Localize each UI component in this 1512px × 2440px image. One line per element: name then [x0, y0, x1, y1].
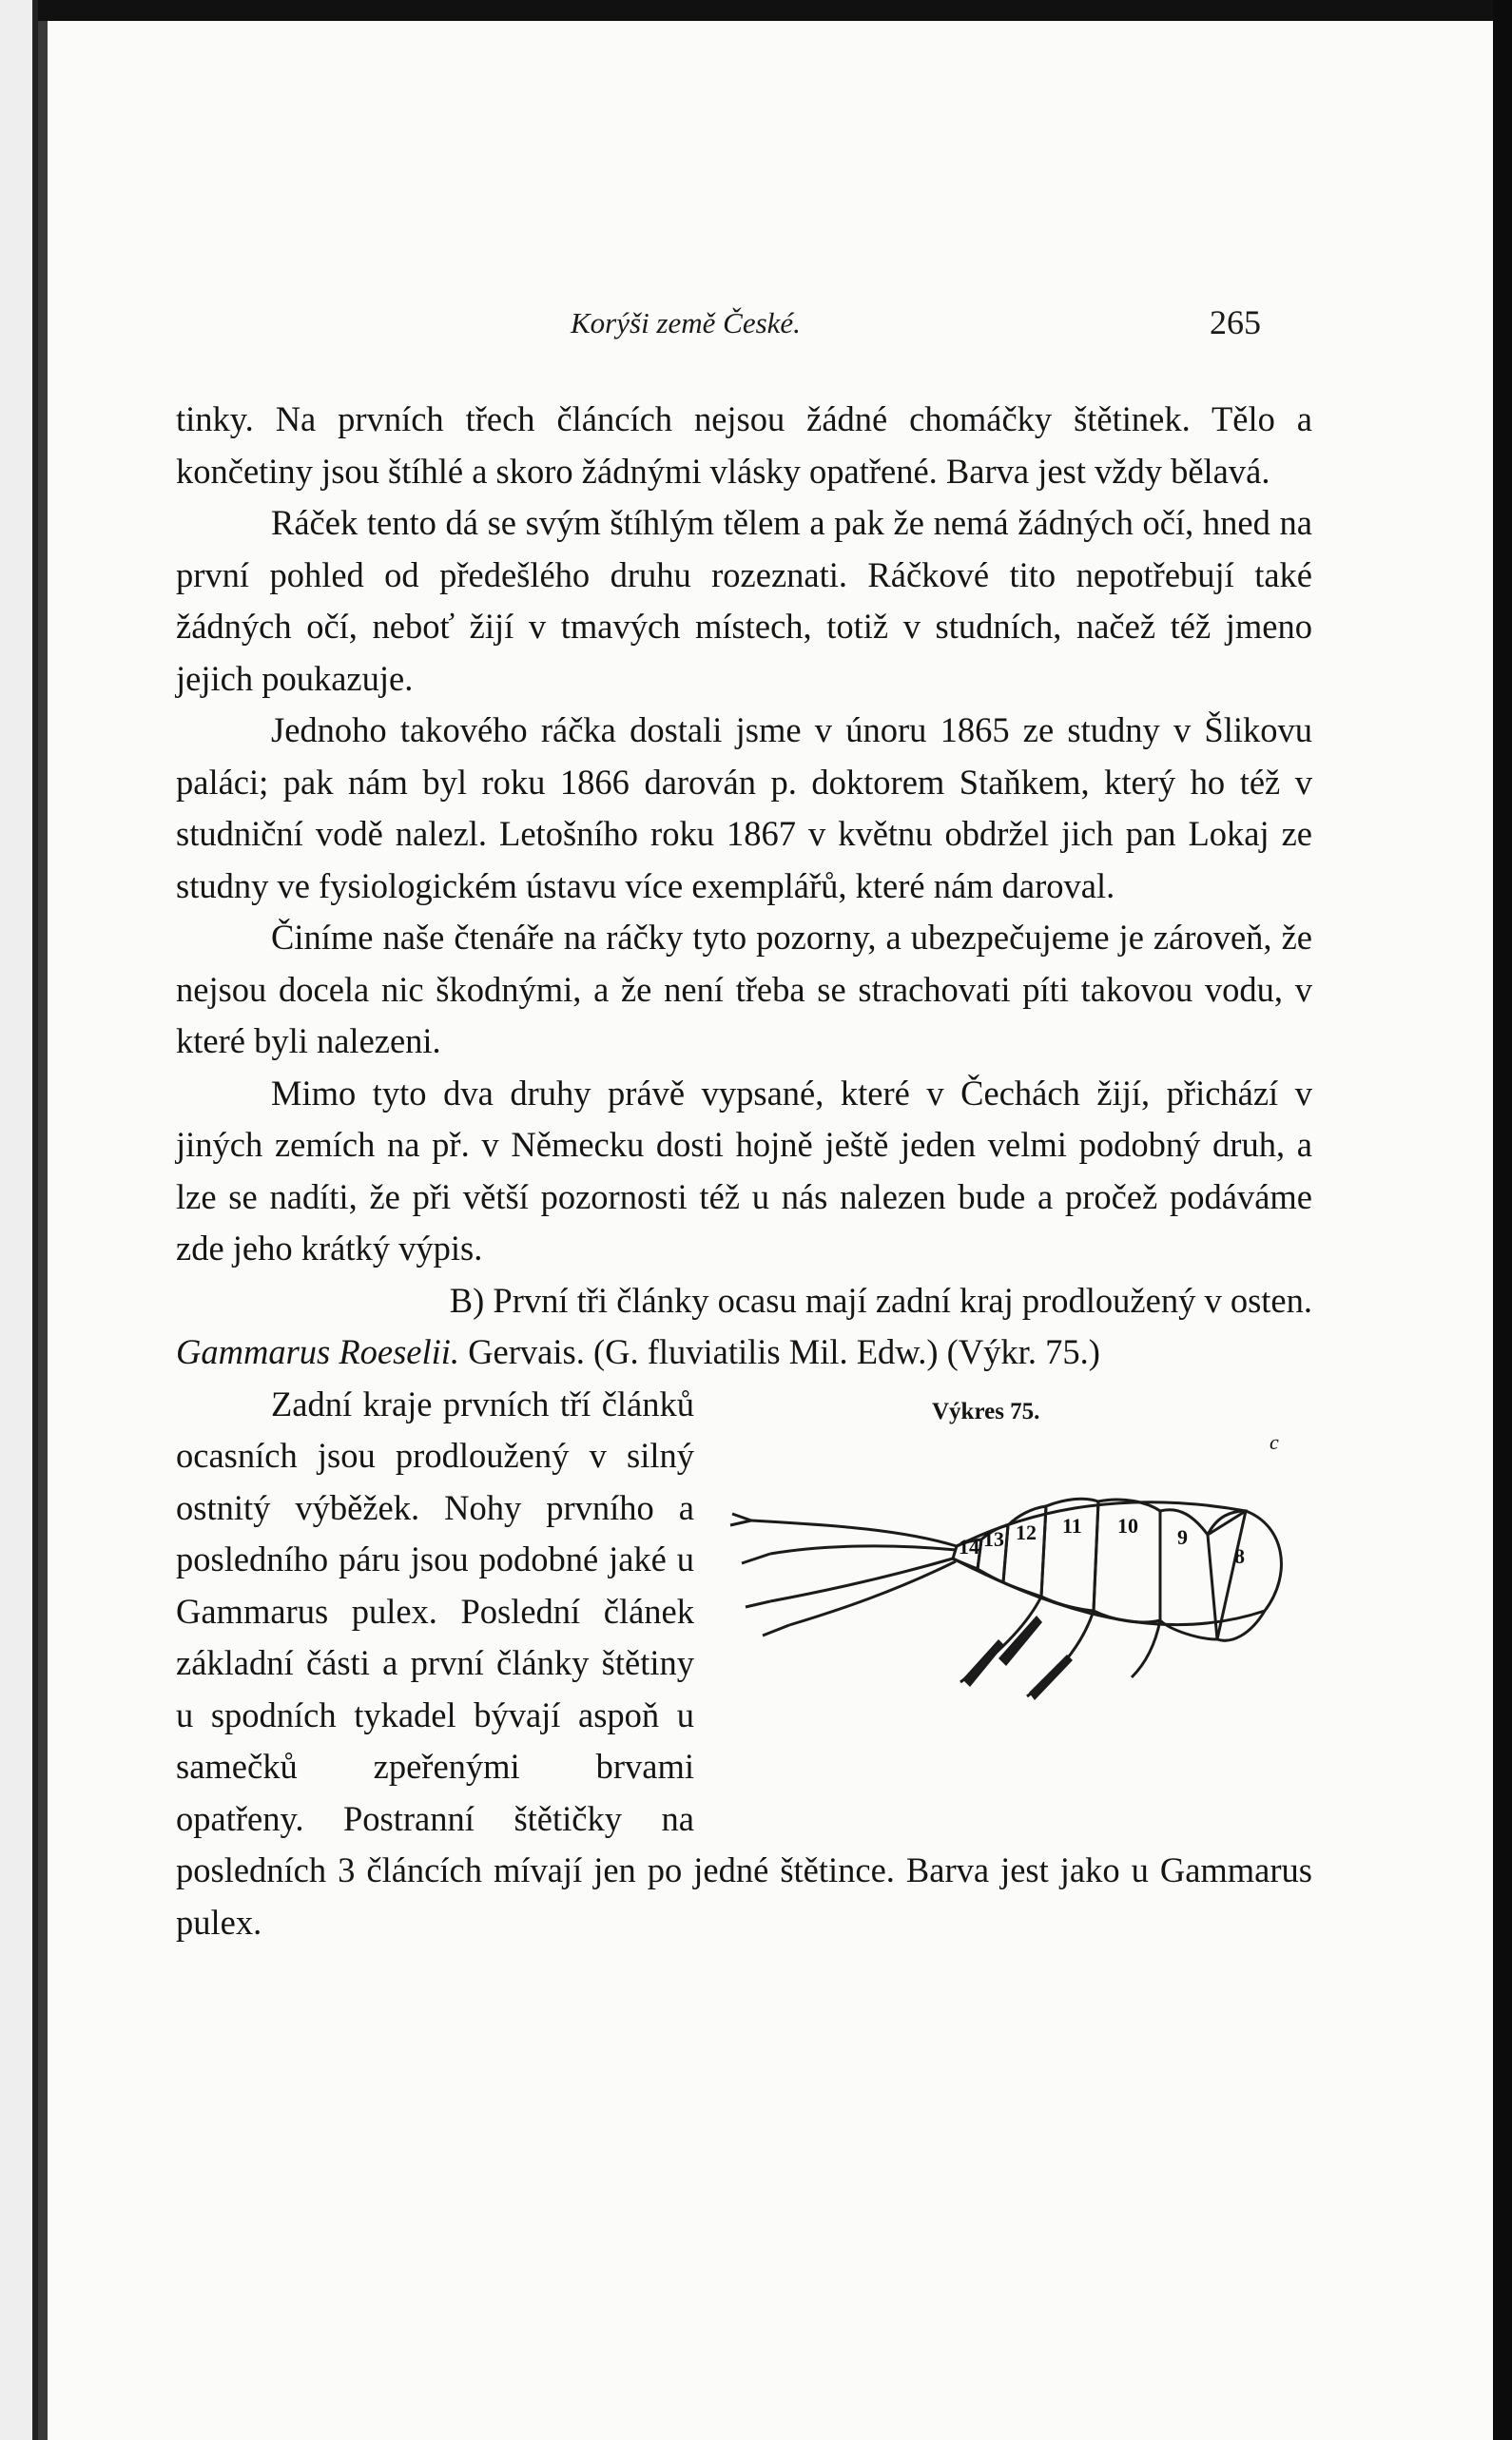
scan-right-edge	[1493, 0, 1512, 2440]
paragraph-5: Mimo tyto dva druhy právě vypsané, které v Čechách žijí, přichází v jiných zemích na př. v Německu dosti hojně ještě jeden velmi podobný druh, a lze se nadíti, že při větší pozornosti též u nás nalezen bude a pročež podáváme zde jeho krátký výpis.	[176, 1073, 1312, 1268]
bristle-1	[962, 1639, 1004, 1687]
figure-caption: Výkres 75.	[932, 1398, 1040, 1424]
paragraph-6: Zadní kraje prvních tří článků ocasních jsou prodloužený v silný ostnitý výběžek. Nohy prvního a posledního páru jsou podobné jaké u Gammarus pulex. Poslední článek základní části a první články štětiny u spodních tykadel bývají aspoň u samečků zpeřenými brvami opatřeny. Postranní štětičky na posledních 3 článcích mívají jen po jedné štětince. Barva jest jako u Gammarus pulex.	[176, 1384, 1312, 1942]
paragraph-1: tinky. Na prvních třech článcích nejsou žádné chomáčky štětinek. Tělo a končetiny jsou štíhlé a skoro žádnými vlásky opatřené. Barva jest vždy bělavá.	[176, 399, 1312, 491]
scan-left-strip	[0, 0, 38, 2440]
bristle-2	[1029, 1655, 1073, 1700]
appendage-upper-2	[770, 1545, 957, 1553]
paragraph-2: Ráček tento dá se svým štíhlým tělem a pak že nemá žádných očí, hned na první pohled od předešlého druhu rozeznati. Ráčkové tito nepotřebují také žádných očí, neboť žijí v tmavých místech, totiž v studních, načež též jmeno jejich poukazuje.	[176, 503, 1312, 698]
ventral-line	[953, 1559, 1265, 1625]
species-authority: Gervais. (G. fluviatilis Mil. Edw.) (Výkr. 75.)	[459, 1332, 1100, 1371]
segment-label-8: 8	[1234, 1543, 1245, 1568]
segment-label-11: 11	[1062, 1513, 1082, 1538]
segment-label-14: 14	[959, 1534, 979, 1559]
figure-75	[713, 1386, 1322, 1824]
gammarus-tail-illustration	[713, 1421, 1303, 1706]
segment-label-13: 13	[983, 1526, 1004, 1551]
running-title: Korýši země České.	[571, 306, 801, 339]
bristle-3	[998, 1616, 1042, 1666]
appendage-lower	[770, 1559, 953, 1601]
section-heading: B) První tři články ocasu mají zadní kraj prodloužený v osten.	[449, 1280, 1312, 1320]
paragraph-4: Činíme naše čtenáře na ráčky tyto pozorny, a ubezpečujeme je zároveň, že nejsou docela nic škodnými, a že není třeba se strachovati píti takovou vodu, v které byli nalezeni.	[176, 918, 1312, 1060]
segment-label-12: 12	[1016, 1520, 1037, 1544]
species-name: Gammarus Roeselii.	[176, 1332, 460, 1371]
body-text	[176, 394, 1312, 1948]
corner-mark: c	[1270, 1429, 1279, 1454]
page-header	[48, 303, 1502, 354]
segment-label-10: 10	[1117, 1513, 1138, 1538]
paragraph-3: Jednoho takového ráčka dostali jsme v únoru 1865 ze studny v Šlikovu paláci; pak nám byl roku 1866 darován p. doktorem Staňkem, který ho též v studniční vodě nalezl. Letošního roku 1867 v květnu obdržel jich pan Lokaj ze studny ve fysiologickém ústavu více exemplářů, které nám daroval.	[176, 710, 1312, 905]
book-page	[38, 21, 1493, 2440]
species-line	[176, 1327, 1312, 1379]
leg-3	[1132, 1620, 1160, 1677]
spine-left	[730, 1514, 789, 1636]
segment-label-9: 9	[1177, 1524, 1188, 1549]
appendage-upper	[751, 1520, 957, 1546]
page-number: 265	[1210, 303, 1261, 341]
